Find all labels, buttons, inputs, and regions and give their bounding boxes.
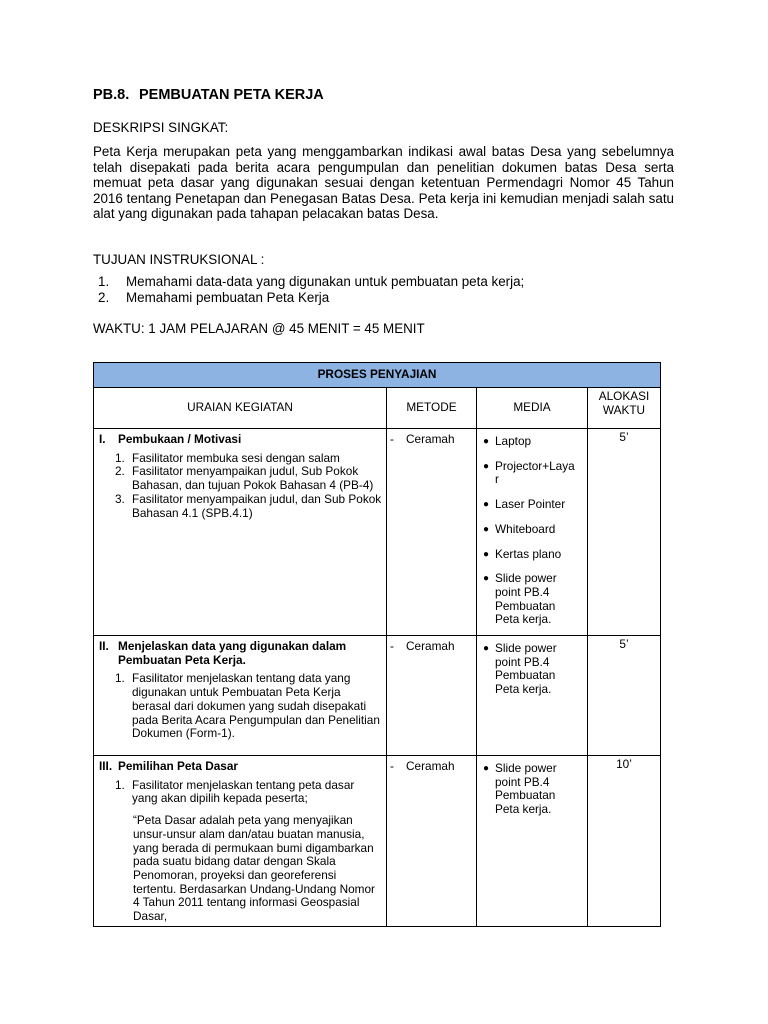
bullet-icon: ● xyxy=(483,499,490,511)
list-item: 1. Memahami data-data yang digunakan untuk pembuatan peta kerja; xyxy=(98,274,525,289)
col-header-activity: URAIAN KEGIATAN xyxy=(94,388,387,429)
media-list xyxy=(483,435,583,627)
objectives-label: TUJUAN INSTRUKSIONAL : xyxy=(93,252,265,267)
table-row xyxy=(94,756,661,927)
allocation-cell: 10’ xyxy=(588,756,661,927)
bullet-icon: ● xyxy=(483,436,490,447)
section-heading: I. Pembukaan / Motivasi xyxy=(99,432,242,446)
activity-list xyxy=(99,779,382,806)
list-item: 2. Fasilitator menyampaikan judul, Sub Pokok Bahasan, dan tujuan Pokok Bahasan 4 (PB-4) xyxy=(115,464,374,493)
table-row xyxy=(94,636,661,756)
method-cell: - Ceramah xyxy=(387,429,477,636)
description-label: DESKRIPSI SINGKAT: xyxy=(93,120,229,135)
col-header-media: MEDIA xyxy=(477,388,588,429)
list-item: 1. Fasilitator menjelaskan tentang peta dasar yang akan dipilih kepada peserta; xyxy=(115,777,355,806)
list-item: ● Laptop xyxy=(483,434,532,448)
table-row xyxy=(94,429,661,636)
list-item: ● Projector+Layar xyxy=(483,458,575,487)
list-item: ● Slide power point PB.4 Pembuatan Peta kerja. xyxy=(483,571,557,627)
list-item: 2. Memahami pembuatan Peta Kerja xyxy=(98,290,330,305)
activity-list xyxy=(99,452,382,521)
media-cell xyxy=(477,756,588,927)
objectives-list xyxy=(93,274,524,306)
media-list xyxy=(483,762,583,817)
activity-cell xyxy=(94,756,387,927)
list-item: ● Slide power point PB.4 Pembuatan Peta kerja. xyxy=(483,641,557,697)
col-header-allocation: ALOKASI WAKTU xyxy=(588,388,661,429)
section-heading: III. Pemilihan Peta Dasar xyxy=(99,759,238,773)
list-item: ● Laser Pointer xyxy=(483,497,566,512)
bullet-icon: ● xyxy=(483,643,490,654)
method-cell: - Ceramah xyxy=(387,636,477,756)
bullet-icon: ● xyxy=(483,573,490,585)
list-item: 3. Fasilitator menyampaikan judul, dan Sub Pokok Bahasan 4.1 (SPB.4.1) xyxy=(115,491,382,520)
media-cell xyxy=(477,429,588,636)
activity-cell xyxy=(94,636,387,756)
list-item: ● Slide power point PB.4 Pembuatan Peta kerja. xyxy=(483,761,557,817)
bullet-icon: ● xyxy=(483,548,490,560)
definition-quote: “Peta Dasar adalah peta yang menyajikan unsur-unsur alam dan/atau buatan manusia, yang berada di permukaan bumi digambarkan pada suatu bidang datar dengan Skala Penomoran, proyeksi dan georeferensi tertentu. Berdasarkan Undang-Undang Nomor 4 Tahun 2011 tentang informasi Geospasial Dasar, xyxy=(133,813,375,924)
list-item: ● Whiteboard xyxy=(483,521,556,536)
bullet-icon: ● xyxy=(483,460,490,472)
table-caption: PROSES PENYAJIAN xyxy=(94,363,661,388)
time-allocation: WAKTU: 1 JAM PELAJARAN @ 45 MENIT = 45 MENIT xyxy=(93,321,425,336)
title-text: PEMBUATAN PETA KERJA xyxy=(139,87,324,103)
title-number: PB.8. xyxy=(93,87,130,103)
document-title xyxy=(93,87,324,103)
method-cell: - Ceramah xyxy=(387,756,477,927)
activity-cell xyxy=(94,429,387,636)
process-table xyxy=(93,362,661,927)
list-item: ● Kertas plano xyxy=(483,546,562,561)
bullet-icon: ● xyxy=(483,523,490,535)
section-heading: II. Menjelaskan data yang digunakan dalam Pembuatan Peta Kerja. xyxy=(99,639,347,667)
allocation-cell: 5’ xyxy=(588,636,661,756)
activity-list xyxy=(99,672,382,741)
media-list xyxy=(483,642,583,697)
allocation-cell: 5’ xyxy=(588,429,661,636)
col-header-method: METODE xyxy=(387,388,477,429)
media-cell xyxy=(477,636,588,756)
list-item: 1. Fasilitator menjelaskan tentang data yang digunakan untuk Pembuatan Peta Kerja berasal dari dokumen yang sudah disepakati pada Berita Acara Pengumpulan dan Penelitian Dokumen (Form-1). xyxy=(115,671,380,741)
bullet-icon: ● xyxy=(483,763,490,774)
description-paragraph: Peta Kerja merupakan peta yang menggambarkan indikasi awal batas Desa yang sebelumnya telah disepakati pada berita acara pengumpulan dan penelitian dokumen batas Desa serta memuat peta dasar yang digunakan sesuai dengan ketentuan Permendagri Nomor 45 Tahun 2016 tentang Penetapan dan Penegasan Batas Desa. Peta kerja ini kemudian menjadi salah satu alat yang digunakan pada tahapan pelacakan batas Desa. xyxy=(93,144,674,222)
list-item: 1. Fasilitator membuka sesi dengan salam xyxy=(115,450,340,465)
